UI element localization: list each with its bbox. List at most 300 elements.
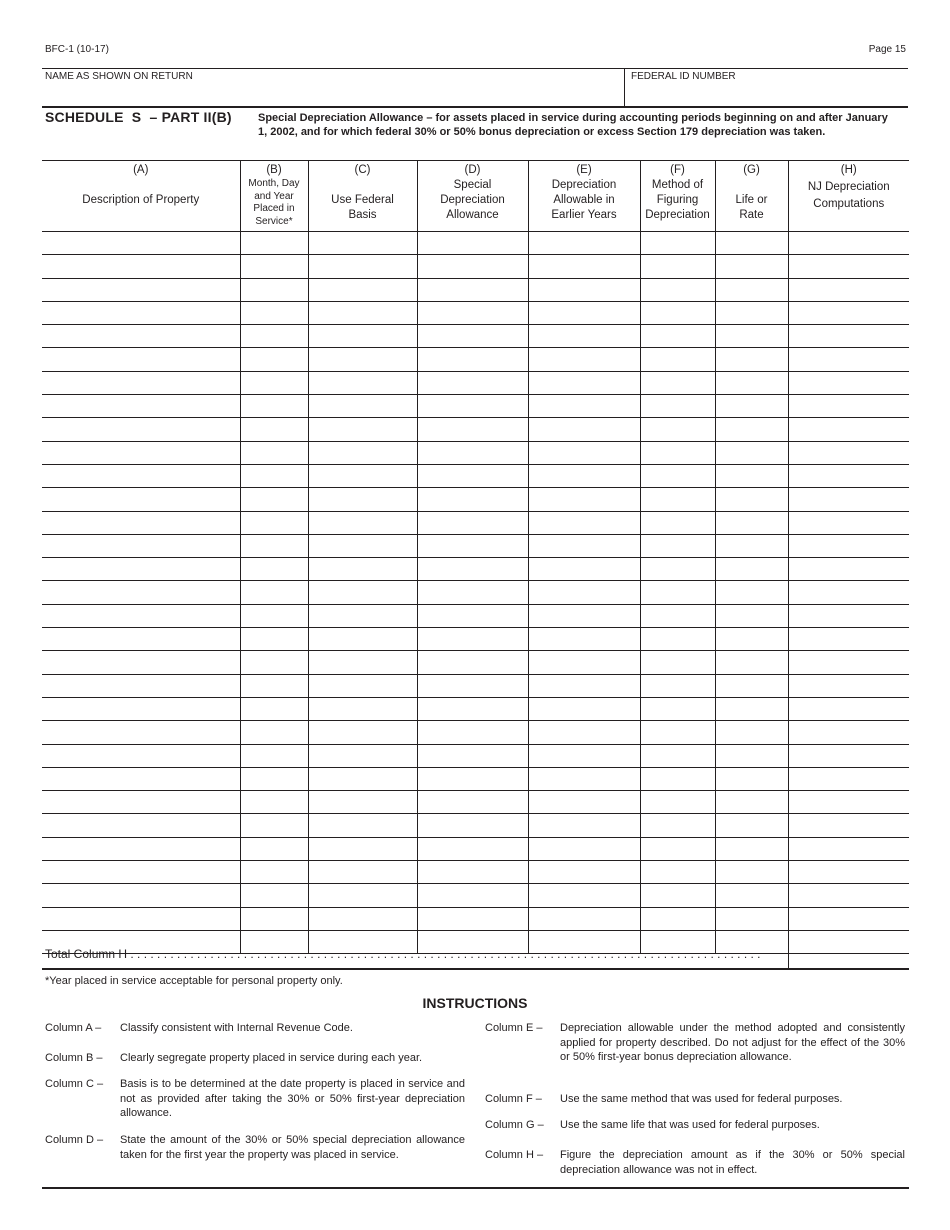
cell-col-h[interactable]	[788, 814, 909, 837]
cell-col-d[interactable]	[417, 767, 528, 790]
cell-col-b[interactable]	[240, 814, 308, 837]
cell-col-c[interactable]	[308, 721, 417, 744]
table-row	[42, 814, 909, 837]
cell-col-h[interactable]	[788, 441, 909, 464]
cell-col-c[interactable]	[308, 674, 417, 697]
cell-col-h[interactable]	[788, 534, 909, 557]
cell-col-c[interactable]	[308, 744, 417, 767]
cell-col-h[interactable]	[788, 697, 909, 720]
cell-col-e[interactable]	[528, 534, 640, 557]
cell-col-c[interactable]	[308, 581, 417, 604]
cell-col-b[interactable]	[240, 488, 308, 511]
table-row	[42, 558, 909, 581]
cell-col-b[interactable]	[240, 558, 308, 581]
cell-col-h[interactable]	[788, 604, 909, 627]
cell-col-h[interactable]	[788, 791, 909, 814]
cell-col-b[interactable]	[240, 744, 308, 767]
cell-col-g[interactable]	[715, 744, 788, 767]
cell-col-g[interactable]	[715, 628, 788, 651]
cell-col-a[interactable]	[42, 325, 240, 348]
cell-col-e[interactable]	[528, 628, 640, 651]
col-header-g: (G) Life or Rate	[715, 161, 788, 232]
cell-col-e[interactable]	[528, 721, 640, 744]
cell-col-g[interactable]	[715, 674, 788, 697]
cell-col-g[interactable]	[715, 441, 788, 464]
cell-col-a[interactable]	[42, 301, 240, 324]
cell-col-d[interactable]	[417, 511, 528, 534]
cell-col-b[interactable]	[240, 581, 308, 604]
cell-col-d[interactable]	[417, 791, 528, 814]
footnote: *Year placed in service acceptable for personal property only.	[45, 975, 343, 987]
bottom-rule	[42, 1187, 909, 1189]
cell-col-d[interactable]	[417, 884, 528, 907]
table-row	[42, 301, 909, 324]
cell-col-e[interactable]	[528, 348, 640, 371]
cell-col-c[interactable]	[308, 232, 417, 255]
cell-col-f[interactable]	[640, 441, 715, 464]
cell-col-d[interactable]	[417, 604, 528, 627]
cell-col-e[interactable]	[528, 814, 640, 837]
cell-col-h[interactable]	[788, 558, 909, 581]
cell-col-a[interactable]	[42, 907, 240, 930]
instruction-column-d: Column D – State the amount of the 30% or 50% special depreciation allowance taken for the first year the property was placed in service.	[45, 1134, 465, 1161]
cell-col-h[interactable]	[788, 488, 909, 511]
cell-col-d[interactable]	[417, 348, 528, 371]
cell-col-d[interactable]	[417, 651, 528, 674]
cell-col-c[interactable]	[308, 604, 417, 627]
cell-col-d[interactable]	[417, 744, 528, 767]
cell-col-c[interactable]	[308, 418, 417, 441]
cell-col-d[interactable]	[417, 232, 528, 255]
cell-col-b[interactable]	[240, 721, 308, 744]
table-row	[42, 441, 909, 464]
cell-col-g[interactable]	[715, 395, 788, 418]
col-header-e: (E) Depreciation Allowable in Earlier Years	[528, 161, 640, 232]
cell-col-f[interactable]	[640, 907, 715, 930]
cell-col-g[interactable]	[715, 488, 788, 511]
cell-col-f[interactable]	[640, 697, 715, 720]
cell-col-c[interactable]	[308, 301, 417, 324]
cell-col-b[interactable]	[240, 837, 308, 860]
cell-col-a[interactable]	[42, 232, 240, 255]
cell-col-f[interactable]	[640, 674, 715, 697]
cell-col-f[interactable]	[640, 511, 715, 534]
cell-col-f[interactable]	[640, 604, 715, 627]
table-row	[42, 791, 909, 814]
cell-col-h[interactable]	[788, 837, 909, 860]
cell-col-e[interactable]	[528, 697, 640, 720]
cell-col-c[interactable]	[308, 791, 417, 814]
cell-col-d[interactable]	[417, 325, 528, 348]
cell-col-a[interactable]	[42, 278, 240, 301]
table-row	[42, 721, 909, 744]
cell-col-g[interactable]	[715, 837, 788, 860]
cell-col-c[interactable]	[308, 861, 417, 884]
cell-col-b[interactable]	[240, 511, 308, 534]
cell-col-d[interactable]	[417, 441, 528, 464]
cell-col-g[interactable]	[715, 464, 788, 487]
federal-id-field[interactable]	[626, 83, 908, 105]
total-column-h-label: Total Column H . . . . . . . . . . . . . . . . . . . . . . . . . . . . . . . . . . . . . . . . . . . . . . . . . . . . . . . . . . . . . . . . . . . . . . . . . . . . . . . . . . . . . . . . . . . . . . .	[45, 947, 761, 961]
table-row	[42, 255, 909, 278]
cell-col-c[interactable]	[308, 837, 417, 860]
cell-col-b[interactable]	[240, 348, 308, 371]
cell-col-d[interactable]	[417, 255, 528, 278]
cell-col-f[interactable]	[640, 418, 715, 441]
cell-col-f[interactable]	[640, 767, 715, 790]
cell-col-b[interactable]	[240, 371, 308, 394]
table-row	[42, 581, 909, 604]
cell-col-a[interactable]	[42, 721, 240, 744]
cell-col-e[interactable]	[528, 232, 640, 255]
cell-col-a[interactable]	[42, 744, 240, 767]
cell-col-d[interactable]	[417, 371, 528, 394]
cell-col-b[interactable]	[240, 232, 308, 255]
cell-col-c[interactable]	[308, 907, 417, 930]
cell-col-f[interactable]	[640, 534, 715, 557]
cell-col-a[interactable]	[42, 534, 240, 557]
cell-col-e[interactable]	[528, 907, 640, 930]
cell-col-f[interactable]	[640, 814, 715, 837]
instruction-column-b: Column B – Clearly segregate property placed in service during each year.	[45, 1052, 423, 1064]
cell-col-d[interactable]	[417, 861, 528, 884]
cell-col-b[interactable]	[240, 325, 308, 348]
cell-col-d[interactable]	[417, 418, 528, 441]
cell-col-h[interactable]	[788, 232, 909, 255]
cell-col-c[interactable]	[308, 395, 417, 418]
cell-col-e[interactable]	[528, 511, 640, 534]
cell-col-d[interactable]	[417, 628, 528, 651]
table-row	[42, 418, 909, 441]
cell-col-e[interactable]	[528, 395, 640, 418]
cell-col-f[interactable]	[640, 884, 715, 907]
table-row	[42, 604, 909, 627]
cell-col-h[interactable]	[788, 418, 909, 441]
cell-col-f[interactable]	[640, 371, 715, 394]
cell-col-h[interactable]	[788, 861, 909, 884]
cell-col-h[interactable]	[788, 511, 909, 534]
cell-col-h[interactable]	[788, 395, 909, 418]
cell-col-h[interactable]	[788, 278, 909, 301]
depreciation-table	[42, 160, 909, 954]
cell-col-f[interactable]	[640, 581, 715, 604]
cell-col-f[interactable]	[640, 837, 715, 860]
cell-col-e[interactable]	[528, 884, 640, 907]
instruction-column-h: Column H – Figure the depreciation amount as if the 30% or 50% special depreciation allowance was not in effect.	[485, 1149, 905, 1176]
cell-col-f[interactable]	[640, 628, 715, 651]
cell-col-e[interactable]	[528, 744, 640, 767]
cell-col-b[interactable]	[240, 464, 308, 487]
cell-col-b[interactable]	[240, 604, 308, 627]
table-row	[42, 464, 909, 487]
cell-col-e[interactable]	[528, 278, 640, 301]
cell-col-g[interactable]	[715, 558, 788, 581]
cell-col-e[interactable]	[528, 464, 640, 487]
cell-col-d[interactable]	[417, 558, 528, 581]
cell-col-d[interactable]	[417, 814, 528, 837]
cell-col-d[interactable]	[417, 278, 528, 301]
federal-id-label: FEDERAL ID NUMBER	[631, 71, 736, 82]
cell-col-d[interactable]	[417, 581, 528, 604]
cell-col-g[interactable]	[715, 511, 788, 534]
cell-col-f[interactable]	[640, 278, 715, 301]
cell-col-g[interactable]	[715, 697, 788, 720]
cell-col-h[interactable]	[788, 907, 909, 930]
cell-col-b[interactable]	[240, 628, 308, 651]
field-divider	[624, 69, 625, 106]
cell-col-d[interactable]	[417, 395, 528, 418]
col-header-a: (A) Description of Property	[42, 161, 240, 232]
cell-col-b[interactable]	[240, 907, 308, 930]
cell-col-g[interactable]	[715, 907, 788, 930]
cell-col-a[interactable]	[42, 791, 240, 814]
cell-col-g[interactable]	[715, 534, 788, 557]
table-row	[42, 628, 909, 651]
total-column-h-field[interactable]	[789, 943, 909, 968]
cell-col-d[interactable]	[417, 697, 528, 720]
cell-col-a[interactable]	[42, 628, 240, 651]
cell-col-g[interactable]	[715, 232, 788, 255]
cell-col-f[interactable]	[640, 488, 715, 511]
cell-col-h[interactable]	[788, 371, 909, 394]
cell-col-f[interactable]	[640, 395, 715, 418]
cell-col-a[interactable]	[42, 418, 240, 441]
cell-col-g[interactable]	[715, 325, 788, 348]
cell-col-f[interactable]	[640, 232, 715, 255]
cell-col-h[interactable]	[788, 464, 909, 487]
cell-col-g[interactable]	[715, 301, 788, 324]
col-header-h: (H) NJ Depreciation Computations	[788, 161, 909, 232]
cell-col-e[interactable]	[528, 418, 640, 441]
cell-col-a[interactable]	[42, 441, 240, 464]
cell-col-f[interactable]	[640, 464, 715, 487]
cell-col-b[interactable]	[240, 674, 308, 697]
taxpayer-info-row	[42, 68, 908, 108]
cell-col-c[interactable]	[308, 488, 417, 511]
instruction-column-c: Column C – Basis is to be determined at the date property is placed in service and not as provided after taking the 30% or 50% first-year depreciation allowance.	[45, 1078, 465, 1119]
cell-col-a[interactable]	[42, 348, 240, 371]
cell-col-c[interactable]	[308, 464, 417, 487]
cell-col-c[interactable]	[308, 534, 417, 557]
cell-col-b[interactable]	[240, 767, 308, 790]
cell-col-c[interactable]	[308, 884, 417, 907]
cell-col-f[interactable]	[640, 791, 715, 814]
cell-col-f[interactable]	[640, 348, 715, 371]
cell-col-c[interactable]	[308, 255, 417, 278]
cell-col-c[interactable]	[308, 814, 417, 837]
cell-col-a[interactable]	[42, 511, 240, 534]
cell-col-a[interactable]	[42, 651, 240, 674]
cell-col-a[interactable]	[42, 861, 240, 884]
cell-col-e[interactable]	[528, 837, 640, 860]
cell-col-h[interactable]	[788, 325, 909, 348]
table-row	[42, 837, 909, 860]
cell-col-g[interactable]	[715, 418, 788, 441]
cell-col-f[interactable]	[640, 325, 715, 348]
cell-col-h[interactable]	[788, 744, 909, 767]
cell-col-b[interactable]	[240, 884, 308, 907]
cell-col-g[interactable]	[715, 651, 788, 674]
cell-col-a[interactable]	[42, 767, 240, 790]
cell-col-g[interactable]	[715, 791, 788, 814]
table-row	[42, 697, 909, 720]
table-row	[42, 767, 909, 790]
cell-col-a[interactable]	[42, 558, 240, 581]
cell-col-c[interactable]	[308, 325, 417, 348]
cell-col-d[interactable]	[417, 674, 528, 697]
cell-col-a[interactable]	[42, 255, 240, 278]
instruction-column-f: Column F – Use the same method that was used for federal purposes.	[485, 1093, 843, 1105]
cell-col-f[interactable]	[640, 558, 715, 581]
col-header-c: (C) Use Federal Basis	[308, 161, 417, 232]
cell-col-g[interactable]	[715, 581, 788, 604]
cell-col-b[interactable]	[240, 651, 308, 674]
name-on-return-field[interactable]	[42, 83, 622, 105]
table-row	[42, 488, 909, 511]
cell-col-h[interactable]	[788, 674, 909, 697]
table-row	[42, 511, 909, 534]
cell-col-f[interactable]	[640, 744, 715, 767]
col-header-d: (D) Special Depreciation Allowance	[417, 161, 528, 232]
cell-col-e[interactable]	[528, 488, 640, 511]
cell-col-f[interactable]	[640, 301, 715, 324]
instruction-column-g: Column G – Use the same life that was used for federal purposes.	[485, 1119, 820, 1131]
page-number: Page 15	[868, 44, 906, 55]
cell-col-a[interactable]	[42, 464, 240, 487]
cell-col-h[interactable]	[788, 255, 909, 278]
cell-col-e[interactable]	[528, 325, 640, 348]
cell-col-b[interactable]	[240, 697, 308, 720]
cell-col-h[interactable]	[788, 767, 909, 790]
cell-col-g[interactable]	[715, 767, 788, 790]
table-row	[42, 534, 909, 557]
cell-col-c[interactable]	[308, 278, 417, 301]
cell-col-b[interactable]	[240, 418, 308, 441]
cell-col-e[interactable]	[528, 861, 640, 884]
cell-col-h[interactable]	[788, 884, 909, 907]
table-row	[42, 907, 909, 930]
table-row	[42, 674, 909, 697]
name-on-return-label: NAME AS SHOWN ON RETURN	[45, 71, 193, 82]
table-row	[42, 744, 909, 767]
cell-col-g[interactable]	[715, 255, 788, 278]
cell-col-f[interactable]	[640, 255, 715, 278]
table-row	[42, 395, 909, 418]
col-header-f: (F) Method of Figuring Depreciation	[640, 161, 715, 232]
cell-col-h[interactable]	[788, 581, 909, 604]
cell-col-a[interactable]	[42, 395, 240, 418]
cell-col-e[interactable]	[528, 441, 640, 464]
cell-col-d[interactable]	[417, 301, 528, 324]
table-row	[42, 278, 909, 301]
cell-col-e[interactable]	[528, 301, 640, 324]
cell-col-h[interactable]	[788, 348, 909, 371]
instruction-column-e: Column E – Depreciation allowable under the method adopted and consistently applied for property described. Do not adjust for the effect of the 30% or 50% first-year bonus depreciation allowance.	[485, 1022, 905, 1063]
cell-col-f[interactable]	[640, 721, 715, 744]
cell-col-g[interactable]	[715, 371, 788, 394]
cell-col-h[interactable]	[788, 721, 909, 744]
cell-col-e[interactable]	[528, 581, 640, 604]
cell-col-a[interactable]	[42, 837, 240, 860]
cell-col-b[interactable]	[240, 441, 308, 464]
cell-col-d[interactable]	[417, 464, 528, 487]
cell-col-c[interactable]	[308, 651, 417, 674]
cell-col-g[interactable]	[715, 884, 788, 907]
cell-col-c[interactable]	[308, 511, 417, 534]
cell-col-b[interactable]	[240, 791, 308, 814]
cell-col-h[interactable]	[788, 651, 909, 674]
cell-col-c[interactable]	[308, 441, 417, 464]
cell-col-b[interactable]	[240, 301, 308, 324]
cell-col-c[interactable]	[308, 697, 417, 720]
cell-col-a[interactable]	[42, 674, 240, 697]
table-row	[42, 861, 909, 884]
table-row	[42, 651, 909, 674]
cell-col-g[interactable]	[715, 814, 788, 837]
cell-col-c[interactable]	[308, 767, 417, 790]
cell-col-a[interactable]	[42, 884, 240, 907]
cell-col-e[interactable]	[528, 767, 640, 790]
cell-col-d[interactable]	[417, 488, 528, 511]
cell-col-d[interactable]	[417, 907, 528, 930]
cell-col-f[interactable]	[640, 651, 715, 674]
cell-col-a[interactable]	[42, 604, 240, 627]
cell-col-c[interactable]	[308, 348, 417, 371]
cell-col-d[interactable]	[417, 837, 528, 860]
cell-col-a[interactable]	[42, 488, 240, 511]
cell-col-b[interactable]	[240, 255, 308, 278]
cell-col-e[interactable]	[528, 791, 640, 814]
cell-col-a[interactable]	[42, 371, 240, 394]
cell-col-b[interactable]	[240, 395, 308, 418]
schedule-description: Special Depreciation Allowance – for assets placed in service during accounting periods beginning on and after January 1, 2002, and for which federal 30% or 50% bonus depreciation or excess Section 179 depreciation was taken.	[258, 112, 888, 138]
cell-col-b[interactable]	[240, 861, 308, 884]
cell-col-g[interactable]	[715, 348, 788, 371]
cell-col-e[interactable]	[528, 371, 640, 394]
cell-col-e[interactable]	[528, 604, 640, 627]
cell-col-d[interactable]	[417, 534, 528, 557]
cell-col-e[interactable]	[528, 674, 640, 697]
schedule-title: SCHEDULE S – PART II(B)	[45, 109, 232, 125]
cell-col-b[interactable]	[240, 278, 308, 301]
table-row	[42, 884, 909, 907]
cell-col-g[interactable]	[715, 278, 788, 301]
cell-col-e[interactable]	[528, 255, 640, 278]
cell-col-h[interactable]	[788, 301, 909, 324]
cell-col-e[interactable]	[528, 651, 640, 674]
cell-col-g[interactable]	[715, 721, 788, 744]
instruction-column-a: Column A – Classify consistent with Internal Revenue Code.	[45, 1022, 353, 1034]
table-row	[42, 232, 909, 255]
instructions-title: INSTRUCTIONS	[422, 995, 528, 1011]
cell-col-b[interactable]	[240, 534, 308, 557]
cell-col-g[interactable]	[715, 604, 788, 627]
col-header-b: (B) Month, Day and Year Placed in Service*	[240, 161, 308, 232]
cell-col-g[interactable]	[715, 861, 788, 884]
cell-col-a[interactable]	[42, 814, 240, 837]
table-row	[42, 348, 909, 371]
cell-col-a[interactable]	[42, 581, 240, 604]
cell-col-d[interactable]	[417, 721, 528, 744]
cell-col-c[interactable]	[308, 558, 417, 581]
cell-col-c[interactable]	[308, 371, 417, 394]
cell-col-a[interactable]	[42, 697, 240, 720]
cell-col-h[interactable]	[788, 628, 909, 651]
table-row	[42, 371, 909, 394]
cell-col-c[interactable]	[308, 628, 417, 651]
cell-col-e[interactable]	[528, 558, 640, 581]
cell-col-f[interactable]	[640, 861, 715, 884]
